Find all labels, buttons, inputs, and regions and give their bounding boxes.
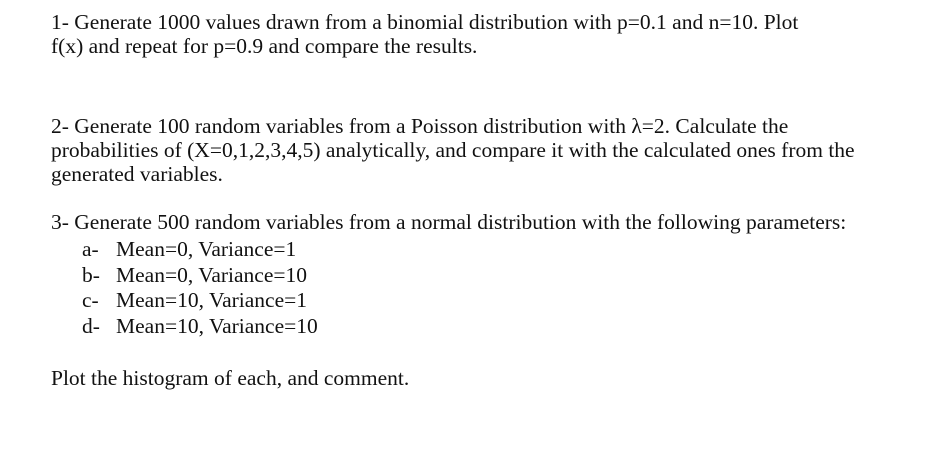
list-item-letter: c- (82, 288, 99, 313)
question-3-item-list (82, 237, 682, 339)
list-item-text: Mean=10, Variance=1 (116, 288, 308, 313)
question-1-line-1: 1- Generate 1000 values drawn from a binomial distribution with p=0.1 and n=10. Plot (51, 10, 799, 34)
question-2-line-1: 2- Generate 100 random variables from a Poisson distribution with λ=2. Calculate the (51, 114, 789, 138)
question-1 (51, 10, 931, 58)
closing-instruction: Plot the histogram of each, and comment. (51, 366, 410, 390)
list-item (82, 263, 682, 289)
list-item-text: Mean=0, Variance=10 (116, 262, 308, 287)
question-3-intro: 3- Generate 500 random variables from a normal distribution with the following parameters: (51, 210, 847, 234)
list-item-letter: d- (82, 313, 100, 338)
question-3-closing (51, 366, 931, 390)
list-item-text: Mean=0, Variance=1 (116, 237, 297, 261)
question-2 (51, 114, 931, 186)
list-item (82, 237, 682, 263)
list-item (82, 314, 682, 340)
question-1-line-2: f(x) and repeat for p=0.9 and compare the results. (51, 34, 478, 58)
list-item-text: Mean=10, Variance=10 (116, 313, 318, 338)
list-item (82, 288, 682, 314)
list-item-letter: b- (82, 262, 100, 287)
question-2-line-3: generated variables. (51, 162, 223, 186)
question-2-line-2: probabilities of (X=0,1,2,3,4,5) analytically, and compare it with the calculated ones from the (51, 138, 855, 162)
question-3 (51, 210, 931, 234)
list-item-letter: a- (82, 237, 99, 261)
